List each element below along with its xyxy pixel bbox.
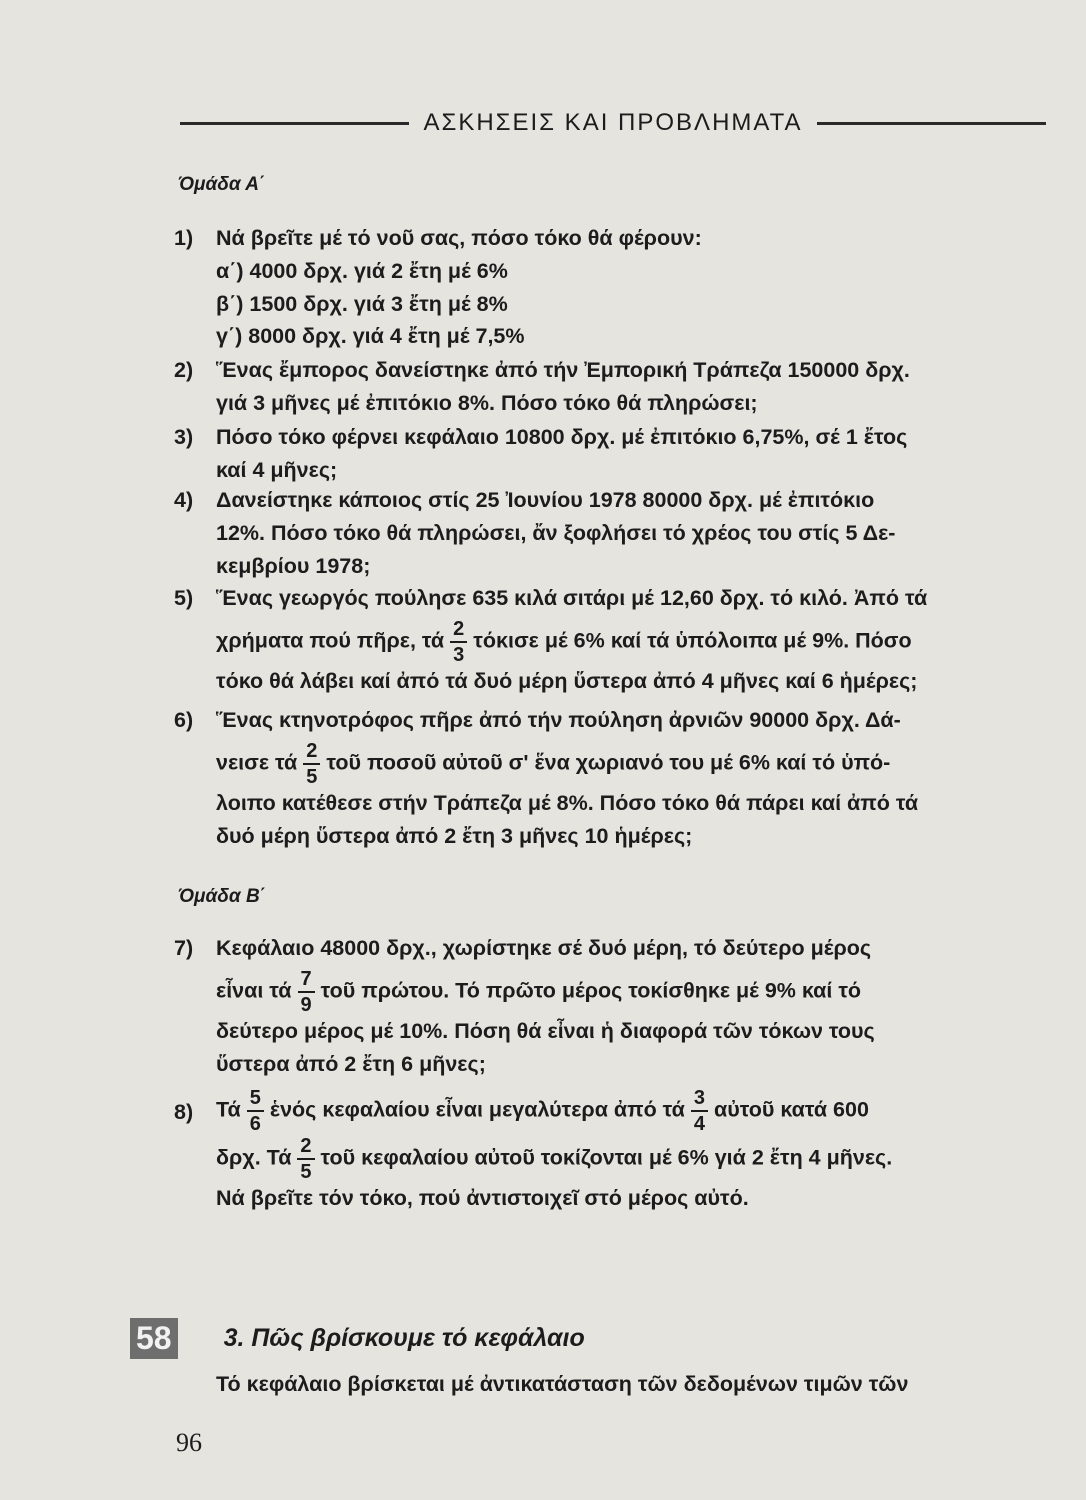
section-number-badge: 58 [130, 1318, 178, 1359]
exercise-line: κεμβρίου 1978; [216, 554, 371, 578]
group-a-title: Όμάδα Α΄ [178, 174, 266, 195]
text-fragment: εἶναι τά [216, 978, 292, 1003]
fraction-numerator: 5 [247, 1088, 264, 1112]
exercise-2 [174, 354, 1054, 420]
exercise-1 [174, 222, 1054, 255]
fraction-numerator: 2 [450, 619, 467, 643]
exercise-line: Ἕνας γεωργός πούλησε 635 κιλά σιτάρι μέ 12,60 δρχ. τό κιλό. Ἀπό τά [216, 586, 928, 610]
exercise-line: καί 4 μῆνες; [216, 458, 338, 482]
group-b-title: Όμάδα Β΄ [178, 886, 266, 907]
fraction [691, 1088, 708, 1134]
text-fragment: τοῦ ποσοῦ αὐτοῦ σ' ἕνα χωριανό του μέ 6% καί τό ὑπό- [326, 750, 891, 775]
exercise-line: Νά βρεῖτε τόν τόκο, πού ἀντιστοιχεῖ στό μέρος αὐτό. [216, 1186, 749, 1210]
exercise-line [216, 619, 1054, 665]
exercise-line: Ἕνας ἔμπορος δανείστηκε ἀπό τήν Ἐμπορική Τράπεζα 150000 δρχ. [216, 358, 910, 382]
exercise-line: ὕστερα ἀπό 2 ἔτη 6 μῆνες; [216, 1052, 486, 1076]
text-fragment: νεισε τά [216, 750, 298, 775]
exercise-1-b: β΄) 1500 δρχ. γιά 3 ἔτη μέ 8% [216, 292, 508, 316]
fraction-numerator: 3 [691, 1088, 708, 1112]
text-fragment: τοῦ κεφαλαίου αὐτοῦ τοκίζονται μέ 6% γιά 2 ἔτη 4 μῆνες. [320, 1145, 893, 1170]
fraction-denominator: 5 [300, 1161, 312, 1183]
exercise-line: 12%. Πόσο τόκο θά πληρώσει, ἄν ξοφλήσει τό χρέος του στίς 5 Δε- [216, 521, 896, 545]
fraction-numerator: 2 [297, 1136, 314, 1160]
exercise-line: γιά 3 μῆνες μέ ἐπιτόκιο 8%. Πόσο τόκο θά πληρώσει; [216, 391, 758, 415]
text-fragment: ἑνός κεφαλαίου εἶναι μεγαλύτερα ἀπό τά [269, 1097, 685, 1122]
exercise-line: δυό μέρη ὕστερα ἀπό 2 ἔτη 3 μῆνες 10 ἡμέρες; [216, 824, 693, 848]
fraction-denominator: 4 [693, 1113, 706, 1135]
chapter-header [180, 106, 1046, 140]
exercise-number: 4) [174, 488, 194, 512]
section-text: Τό κεφάλαιο βρίσκεται μέ ἀντικατάσταση τῶν δεδομένων τιμῶν τῶν [216, 1372, 909, 1396]
exercise-line: Ἕνας κτηνοτρόφος πῆρε ἀπό τήν πούληση ἀρνιῶν 90000 δρχ. Δά- [216, 708, 901, 732]
exercise-number: 2) [174, 358, 194, 382]
text-fragment: χρήματα πού πῆρε, τά [216, 628, 445, 653]
text-fragment: τόκισε μέ 6% καί τά ὑπόλοιπα μέ 9%. Πόσο [473, 628, 912, 653]
fraction-numerator: 7 [298, 969, 315, 993]
exercise-number: 3) [174, 425, 194, 449]
exercise-line: Δανείστηκε κάποιος στίς 25 Ἰουνίου 1978 80000 δρχ. μέ ἐπιτόκιο [216, 488, 875, 512]
exercise-line: λοιπο κατέθεσε στήν Τράπεζα μέ 8%. Πόσο τόκο θά πάρει καί ἀπό τά [216, 791, 919, 815]
exercise-8 [174, 1088, 1054, 1215]
fraction-denominator: 3 [453, 644, 465, 666]
fraction [450, 619, 467, 665]
fraction-denominator: 6 [249, 1113, 261, 1135]
fraction [247, 1088, 264, 1134]
exercise-line: Πόσο τόκο φέρνει κεφάλαιο 10800 δρχ. μέ ἐπιτόκιο 6,75%, σέ 1 ἔτος [216, 425, 908, 449]
exercise-number: 6) [174, 708, 194, 732]
exercise-7 [174, 932, 1054, 1081]
exercise-number: 1) [174, 226, 194, 250]
exercise-line [216, 1088, 1054, 1134]
header-rule-right [817, 122, 1046, 125]
exercise-line [216, 1136, 1054, 1182]
text-fragment: τοῦ πρώτου. Τό πρῶτο μέρος τοκίσθηκε μέ 9% καί τό [320, 978, 862, 1003]
exercise-number: 7) [174, 936, 194, 960]
exercise-line: τόκο θά λάβει καί ἀπό τά δυό μέρη ὕστερα ἀπό 4 μῆνες καί 6 ἡμέρες; [216, 669, 918, 693]
exercise-number: 5) [174, 586, 194, 610]
exercise-1-c: γ΄) 8000 δρχ. γιά 4 ἔτη μέ 7,5% [216, 324, 525, 348]
exercise-4 [174, 484, 1054, 583]
exercise-line: Κεφάλαιο 48000 δρχ., χωρίστηκε σέ δυό μέρη, τό δεύτερο μέρος [216, 936, 872, 960]
fraction-denominator: 9 [300, 994, 312, 1016]
header-rule-left [180, 122, 409, 125]
text-fragment: δρχ. Τά [216, 1145, 292, 1170]
section-heading [130, 1318, 585, 1359]
page-number: 96 [176, 1428, 202, 1457]
fraction-denominator: 5 [306, 766, 318, 788]
text-fragment: Τά [216, 1097, 241, 1122]
header-title: ΑΣΚΗΣΕΙΣ ΚΑΙ ΠΡΟΒΛΗΜΑΤΑ [423, 109, 803, 136]
exercise-6 [174, 704, 1054, 853]
exercise-text: Νά βρεῖτε μέ τό νοῦ σας, πόσο τόκο θά φέρουν: [216, 226, 702, 250]
exercise-number: 8) [174, 1100, 194, 1124]
text-fragment: αὐτοῦ κατά 600 [714, 1097, 869, 1122]
fraction [303, 741, 320, 787]
fraction [297, 1136, 314, 1182]
exercise-5 [174, 582, 1054, 698]
exercise-1-a: α΄) 4000 δρχ. γιά 2 ἔτη μέ 6% [216, 259, 508, 283]
exercise-line [216, 969, 1054, 1015]
section-title: 3. Πῶς βρίσκουμε τό κεφάλαιο [223, 1324, 585, 1352]
fraction [298, 969, 315, 1015]
exercise-3 [174, 421, 1054, 487]
fraction-numerator: 2 [303, 741, 320, 765]
exercise-line [216, 741, 1054, 787]
exercise-line: δεύτερο μέρος μέ 10%. Πόση θά εἶναι ἡ διαφορά τῶν τόκων τους [216, 1019, 875, 1043]
